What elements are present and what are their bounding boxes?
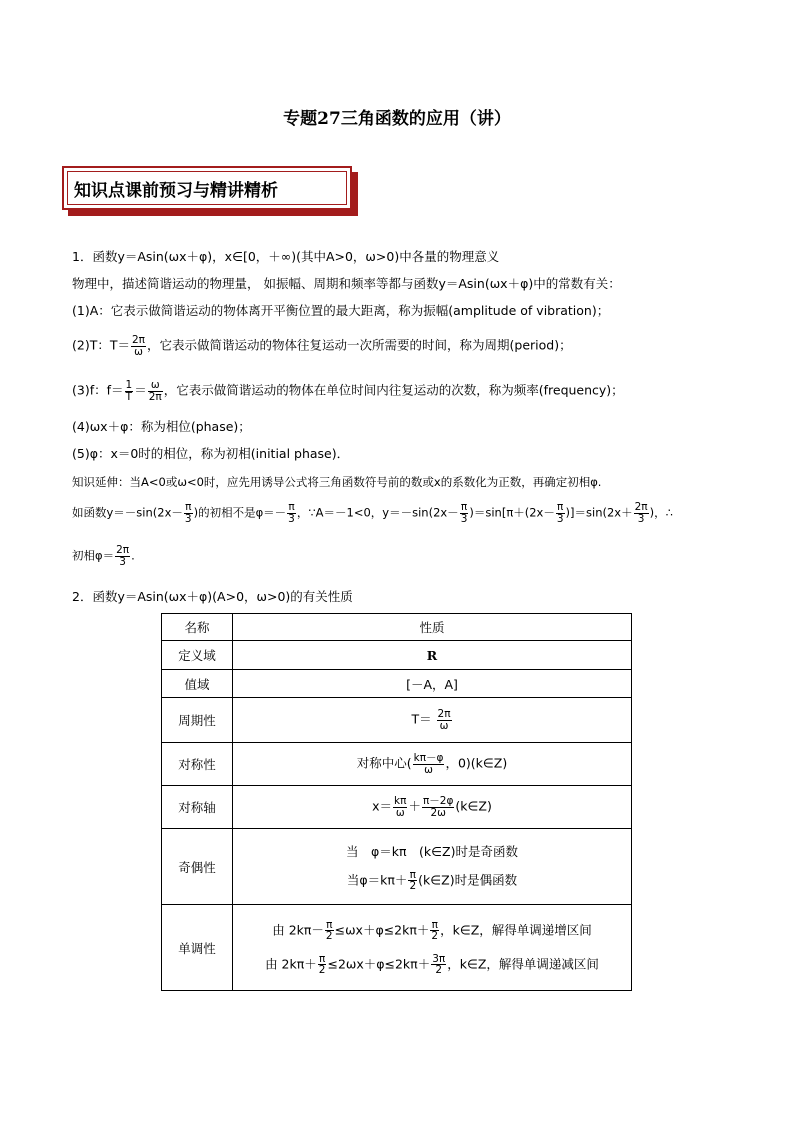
section-banner: [62, 166, 352, 210]
sym-pre: 对称中心(: [356, 755, 412, 771]
inc-mid: ≤ωx＋φ≤2kπ＋: [334, 922, 430, 937]
freq-eq: ＝: [134, 382, 147, 398]
frac-num: π－2φ: [422, 795, 454, 807]
period-fraction: [437, 709, 452, 731]
example-frac-3: [460, 502, 469, 524]
phase-text: (4)ωx＋φ：称为相位(phase)；: [72, 419, 251, 434]
frac-num: π: [409, 868, 416, 881]
parity-fraction: [408, 870, 417, 892]
inc-pre: 由 2kπ－: [272, 922, 324, 937]
conclusion-pre: 初相φ＝: [72, 548, 115, 563]
row-value: [233, 698, 632, 743]
axis-fraction-2: [422, 796, 454, 818]
row-key: 对称轴: [162, 786, 233, 829]
freq-post: ，它表示做简谐运动的物体在单位时间内往复运动的次数，称为频率(frequency)；: [163, 382, 624, 398]
mono-increasing: [233, 920, 631, 942]
frac-den: ω: [439, 719, 449, 732]
freq-pre: (3)f：f＝: [72, 382, 124, 398]
example-frac-1: [184, 502, 193, 524]
section-1-heading: 1．函数y＝Asin(ωx＋φ)，x∈[0，＋∞)(其中A>0，ω>0)中各量的物理意义: [72, 249, 500, 264]
example-part-6: )，∴: [649, 505, 673, 520]
header-property: 性质: [233, 614, 632, 641]
conclusion-num: 2π: [116, 544, 130, 556]
frac-den: 3: [556, 512, 564, 525]
period-pre: T＝: [411, 711, 436, 727]
frac-den: 2: [409, 880, 417, 892]
row-value: [233, 905, 632, 991]
frac-den: 2: [431, 930, 439, 942]
banner-label: 知识点课前预习与精讲精析: [67, 171, 347, 205]
table-row: [162, 786, 632, 829]
parity-even: [233, 870, 631, 892]
dec-post: ，k∈Z，解得单调递减区间: [447, 956, 599, 971]
dec-fraction-1: [318, 954, 327, 976]
example-text: [72, 502, 673, 524]
table-row: [162, 829, 632, 905]
frac-den: 3: [184, 512, 192, 525]
inc-fraction-2: [430, 920, 439, 942]
frac-den: 3: [288, 512, 295, 525]
frac-den: 2: [435, 964, 443, 976]
conclusion-text: [72, 545, 135, 567]
frac-num: π: [185, 501, 192, 513]
table-row: [162, 905, 632, 991]
row-key: 奇偶性: [162, 829, 233, 905]
frac-num: 2π: [437, 708, 451, 720]
freq-fraction-2: [148, 380, 163, 402]
period-num: 2π: [131, 334, 145, 346]
period-pre: (2)T：T＝: [72, 337, 130, 353]
axis-pre: x＝: [372, 798, 393, 814]
freq-den-1: T: [125, 390, 133, 403]
sym-fraction: [413, 753, 445, 775]
frac-den: ω: [424, 763, 433, 776]
example-frac-5: [634, 502, 649, 524]
period-fraction: [131, 335, 146, 357]
period-text: [72, 335, 572, 357]
dec-mid: ≤2ωx＋φ≤2kπ＋: [327, 956, 431, 971]
initial-phase-text: (5)φ：x＝0时的相位，称为初相(initial phase)．: [72, 446, 350, 461]
frac-den: 3: [460, 512, 468, 525]
parity-even-pre: 当φ＝kπ＋: [346, 872, 408, 887]
frac-den: 2: [318, 964, 326, 976]
frac-num: π: [431, 918, 438, 931]
freq-den-2: 2π: [148, 390, 162, 403]
row-key: 单调性: [162, 905, 233, 991]
row-value: [－A，A]: [233, 670, 632, 698]
inc-fraction-1: [325, 920, 334, 942]
table-row: [162, 698, 632, 743]
frac-num: π: [288, 501, 295, 513]
table-row: [162, 641, 632, 670]
frequency-text: [72, 380, 624, 402]
row-value: [233, 743, 632, 786]
example-part-4: )＝sin[π＋(2x－: [469, 505, 555, 520]
frac-num: π: [460, 501, 468, 513]
freq-num-1: 1: [125, 379, 133, 391]
frac-num: π: [326, 918, 333, 931]
row-key: 定义域: [162, 641, 233, 670]
axis-plus: ＋: [408, 798, 421, 814]
example-part-5: )]＝sin(2x＋: [565, 505, 633, 520]
frac-den: ω: [395, 806, 405, 819]
page-title: 专题27三角函数的应用（讲）: [283, 109, 511, 129]
freq-fraction-1: [125, 380, 134, 402]
mono-decreasing: [233, 954, 631, 976]
extension-note: 知识延伸：当A<0或ω<0时，应先用诱导公式将三角函数符号前的数或x的系数化为正数，再确定初相φ.: [72, 475, 602, 489]
properties-table: [161, 613, 632, 991]
row-key: 对称性: [162, 743, 233, 786]
row-value: R: [233, 641, 632, 670]
conclusion-post: .: [131, 548, 135, 563]
table-row: [162, 670, 632, 698]
sym-post: ，0)(k∈Z): [445, 755, 508, 771]
frac-den: 2ω: [430, 806, 446, 819]
axis-post: (k∈Z): [455, 798, 492, 814]
amplitude-text: (1)A：它表示做简谐运动的物体离开平衡位置的最大距离，称为振幅(amplitude of vibration)；: [72, 303, 610, 318]
example-frac-2: [287, 502, 296, 524]
table-row: [162, 743, 632, 786]
conclusion-den: 3: [119, 555, 126, 568]
frac-den: 3: [637, 512, 645, 525]
frac-num: π: [557, 501, 564, 513]
header-name: 名称: [162, 614, 233, 641]
row-key: 周期性: [162, 698, 233, 743]
frac-num: 3π: [432, 952, 446, 965]
row-value: [233, 786, 632, 829]
frac-num: kπ: [394, 795, 407, 807]
frac-num: kπ－φ: [413, 752, 444, 764]
conclusion-fraction: [115, 545, 130, 567]
frac-num: 2π: [634, 501, 648, 513]
parity-odd: 当 φ＝kπ (k∈Z)时是奇函数: [346, 843, 518, 859]
table-header-row: [162, 614, 632, 641]
row-key: 值域: [162, 670, 233, 698]
frac-den: 2: [325, 930, 333, 942]
example-part-1: 如函数y＝－sin(2x－: [72, 505, 183, 520]
example-frac-4: [556, 502, 565, 524]
frac-num: π: [318, 952, 326, 965]
freq-num-2: ω: [148, 380, 163, 392]
inc-post: ，k∈Z，解得单调递增区间: [440, 922, 592, 937]
axis-fraction-1: [393, 796, 407, 818]
row-value: [233, 829, 632, 905]
example-part-3: ，∵A＝－1<0，y＝－sin(2x－: [296, 505, 459, 520]
dec-fraction-2: [431, 954, 446, 976]
section-2-heading: 2．函数y＝Asin(ωx＋φ)(A>0，ω>0)的有关性质: [72, 589, 353, 604]
intro-text: 物理中，描述简谐运动的物理量， 如振幅、周期和频率等都与函数y＝Asin(ωx＋φ)中的常数有关：: [72, 276, 621, 291]
period-post: ，它表示做简谐运动的物体往复运动一次所需要的时间，称为周期(period)；: [147, 337, 572, 353]
parity-even-post: (k∈Z)时是偶函数: [418, 872, 518, 887]
dec-pre: 由 2kπ＋: [265, 956, 317, 971]
example-part-2: )的初相不是φ＝－: [193, 505, 287, 520]
period-den: ω: [134, 345, 143, 358]
